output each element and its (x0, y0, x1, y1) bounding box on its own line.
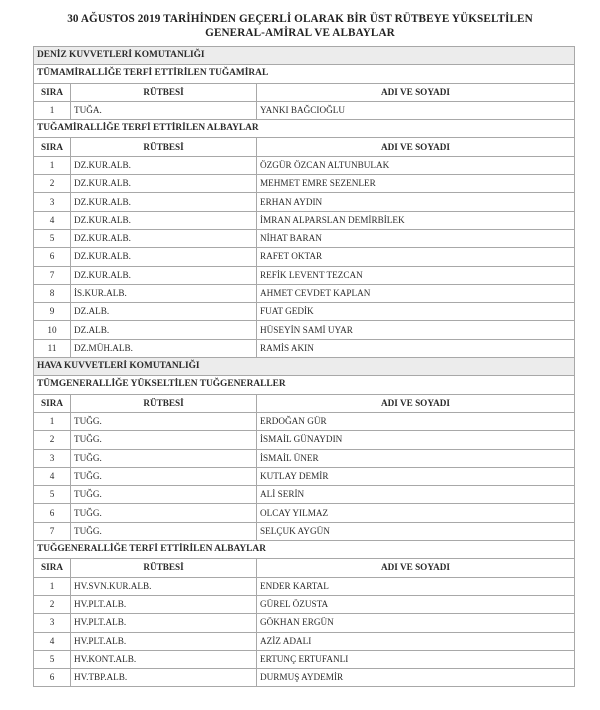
group-header-row (34, 120, 575, 138)
cell-sira: 3 (34, 449, 71, 467)
column-header-rutbe: RÜTBESİ (71, 83, 257, 101)
cell-ad: RAFET OKTAR (257, 248, 575, 266)
cell-ad: İMRAN ALPARSLAN DEMİRBİLEK (257, 211, 575, 229)
table-row (34, 101, 575, 119)
cell-ad: YANKI BAĞCIOĞLU (257, 101, 575, 119)
column-header-sira: SIRA (34, 83, 71, 101)
group-header-row (34, 541, 575, 559)
cell-rutbe: HV.TBP.ALB. (71, 669, 257, 687)
column-header-row (34, 138, 575, 156)
title-line-1: 30 AĞUSTOS 2019 TARİHİNDEN GEÇERLİ OLARAK BİR ÜST RÜTBEYE YÜKSELTİLEN (67, 13, 533, 25)
cell-rutbe: HV.PLT.ALB. (71, 595, 257, 613)
table-row (34, 321, 575, 339)
cell-sira: 3 (34, 193, 71, 211)
cell-sira: 5 (34, 650, 71, 668)
cell-sira: 6 (34, 248, 71, 266)
cell-sira: 1 (34, 412, 71, 430)
column-header-row (34, 559, 575, 577)
cell-ad: ERHAN AYDIN (257, 193, 575, 211)
promotion-table (33, 46, 575, 687)
column-header-ad: ADI VE SOYADI (257, 83, 575, 101)
table-row (34, 248, 575, 266)
title-line-2: GENERAL-AMİRAL VE ALBAYLAR (205, 26, 395, 39)
cell-sira: 10 (34, 321, 71, 339)
table-row (34, 229, 575, 247)
cell-ad: ENDER KARTAL (257, 577, 575, 595)
cell-rutbe: İS.KUR.ALB. (71, 284, 257, 302)
cell-ad: NİHAT BARAN (257, 229, 575, 247)
section-title: HAVA KUVVETLERİ KOMUTANLIĞI (34, 358, 575, 376)
table-row (34, 266, 575, 284)
table-row (34, 303, 575, 321)
section-header-row (34, 358, 575, 376)
cell-sira: 1 (34, 101, 71, 119)
cell-sira: 9 (34, 303, 71, 321)
cell-sira: 3 (34, 614, 71, 632)
table-row (34, 449, 575, 467)
cell-ad: AHMET CEVDET KAPLAN (257, 284, 575, 302)
cell-sira: 4 (34, 632, 71, 650)
promotion-table-body (34, 47, 575, 687)
cell-ad: ERTUNÇ ERTUFANLI (257, 650, 575, 668)
table-row (34, 175, 575, 193)
cell-ad: ÖZGÜR ÖZCAN ALTUNBULAK (257, 156, 575, 174)
cell-rutbe: TUĞG. (71, 504, 257, 522)
cell-sira: 5 (34, 486, 71, 504)
cell-rutbe: HV.PLT.ALB. (71, 632, 257, 650)
group-title: TUĞAMİRALLİĞE TERFİ ETTİRİLEN ALBAYLAR (34, 120, 575, 138)
cell-sira: 1 (34, 156, 71, 174)
column-header-rutbe: RÜTBESİ (71, 559, 257, 577)
cell-rutbe: TUĞG. (71, 431, 257, 449)
cell-rutbe: DZ.KUR.ALB. (71, 248, 257, 266)
cell-sira: 1 (34, 577, 71, 595)
cell-rutbe: DZ.KUR.ALB. (71, 229, 257, 247)
cell-ad: SELÇUK AYGÜN (257, 522, 575, 540)
table-row (34, 614, 575, 632)
cell-ad: AZİZ ADALI (257, 632, 575, 650)
column-header-row (34, 394, 575, 412)
cell-ad: MEHMET EMRE SEZENLER (257, 175, 575, 193)
cell-rutbe: HV.KONT.ALB. (71, 650, 257, 668)
cell-sira: 2 (34, 595, 71, 613)
table-row (34, 650, 575, 668)
cell-rutbe: DZ.KUR.ALB. (71, 175, 257, 193)
column-header-row (34, 83, 575, 101)
cell-ad: ERDOĞAN GÜR (257, 412, 575, 430)
cell-rutbe: DZ.KUR.ALB. (71, 156, 257, 174)
group-header-row (34, 376, 575, 394)
cell-rutbe: DZ.MÜH.ALB. (71, 339, 257, 357)
cell-ad: ALİ SERİN (257, 486, 575, 504)
column-header-sira: SIRA (34, 138, 71, 156)
table-row (34, 339, 575, 357)
cell-rutbe: TUĞG. (71, 412, 257, 430)
cell-ad: REFİK LEVENT TEZCAN (257, 266, 575, 284)
cell-sira: 7 (34, 266, 71, 284)
cell-rutbe: DZ.KUR.ALB. (71, 193, 257, 211)
table-row (34, 412, 575, 430)
section-title: DENİZ KUVVETLERİ KOMUTANLIĞI (34, 47, 575, 65)
cell-rutbe: HV.PLT.ALB. (71, 614, 257, 632)
cell-ad: İSMAİL ÜNER (257, 449, 575, 467)
cell-rutbe: DZ.KUR.ALB. (71, 211, 257, 229)
column-header-ad: ADI VE SOYADI (257, 138, 575, 156)
cell-ad: RAMİS AKIN (257, 339, 575, 357)
cell-ad: FUAT GEDİK (257, 303, 575, 321)
table-row (34, 193, 575, 211)
column-header-sira: SIRA (34, 394, 71, 412)
table-row (34, 284, 575, 302)
cell-sira: 5 (34, 229, 71, 247)
column-header-rutbe: RÜTBESİ (71, 394, 257, 412)
group-header-row (34, 65, 575, 83)
table-row (34, 211, 575, 229)
table-row (34, 156, 575, 174)
cell-sira: 2 (34, 175, 71, 193)
cell-sira: 2 (34, 431, 71, 449)
cell-ad: HÜSEYİN SAMİ UYAR (257, 321, 575, 339)
cell-sira: 6 (34, 504, 71, 522)
table-row (34, 669, 575, 687)
cell-sira: 11 (34, 339, 71, 357)
cell-ad: İSMAİL GÜNAYDIN (257, 431, 575, 449)
cell-sira: 7 (34, 522, 71, 540)
column-header-sira: SIRA (34, 559, 71, 577)
section-header-row (34, 47, 575, 65)
group-title: TUĞGENERALLİĞE TERFİ ETTİRİLEN ALBAYLAR (34, 541, 575, 559)
cell-rutbe: DZ.KUR.ALB. (71, 266, 257, 284)
cell-sira: 4 (34, 211, 71, 229)
cell-ad: DURMUŞ AYDEMİR (257, 669, 575, 687)
column-header-ad: ADI VE SOYADI (257, 394, 575, 412)
table-row (34, 522, 575, 540)
group-title: TÜMGENERALLİĞE YÜKSELTİLEN TUĞGENERALLER (34, 376, 575, 394)
cell-rutbe: TUĞG. (71, 522, 257, 540)
column-header-ad: ADI VE SOYADI (257, 559, 575, 577)
table-row (34, 486, 575, 504)
cell-rutbe: TUĞG. (71, 467, 257, 485)
table-row (34, 431, 575, 449)
cell-ad: GÖKHAN ERGÜN (257, 614, 575, 632)
cell-rutbe: TUĞG. (71, 449, 257, 467)
table-row (34, 577, 575, 595)
cell-rutbe: TUĞA. (71, 101, 257, 119)
column-header-rutbe: RÜTBESİ (71, 138, 257, 156)
document-title (0, 13, 600, 40)
cell-ad: OLCAY YILMAZ (257, 504, 575, 522)
table-row (34, 467, 575, 485)
cell-rutbe: DZ.ALB. (71, 321, 257, 339)
group-title: TÜMAMİRALLİĞE TERFİ ETTİRİLEN TUĞAMİRAL (34, 65, 575, 83)
table-row (34, 632, 575, 650)
cell-sira: 6 (34, 669, 71, 687)
cell-rutbe: TUĞG. (71, 486, 257, 504)
cell-sira: 8 (34, 284, 71, 302)
cell-rutbe: DZ.ALB. (71, 303, 257, 321)
cell-sira: 4 (34, 467, 71, 485)
cell-ad: KUTLAY DEMİR (257, 467, 575, 485)
table-row (34, 595, 575, 613)
cell-ad: GÜREL ÖZUSTA (257, 595, 575, 613)
table-row (34, 504, 575, 522)
cell-rutbe: HV.SVN.KUR.ALB. (71, 577, 257, 595)
